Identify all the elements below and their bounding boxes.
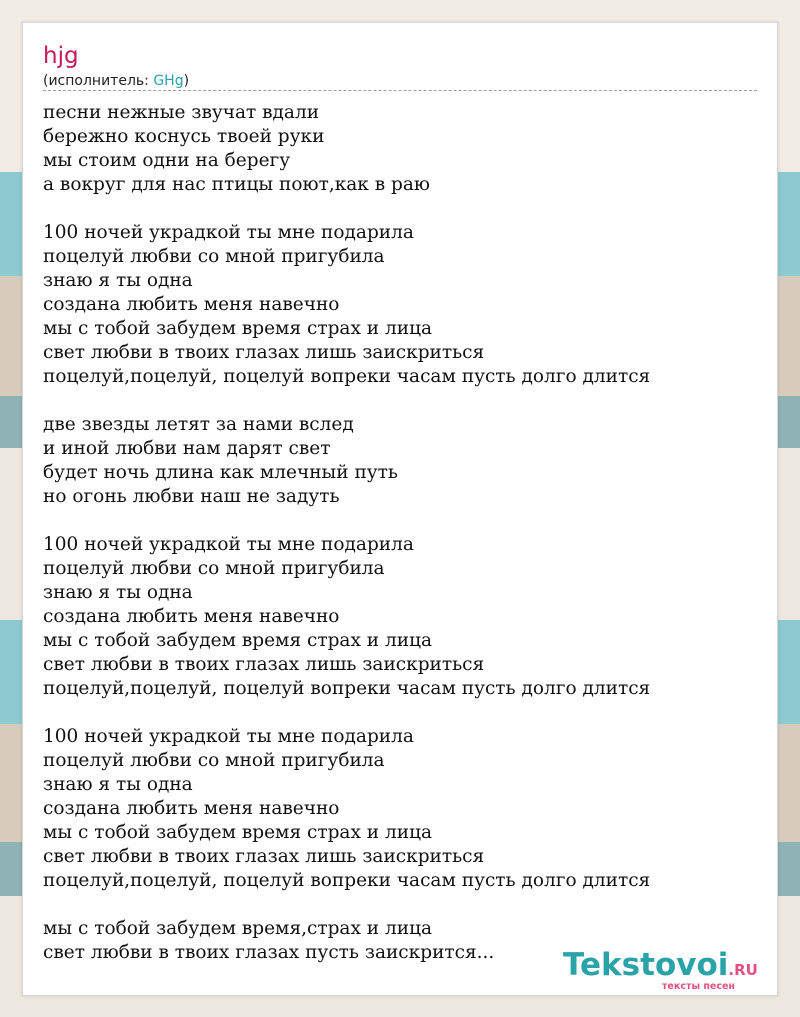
lyric-line: мы с тобой забудем время страх и лица: [43, 822, 432, 843]
lyric-line: создана любить меня навечно: [43, 294, 340, 315]
performer-line: [43, 72, 189, 90]
lyric-line: и иной любви нам дарят свет: [43, 438, 331, 459]
site-logo[interactable]: [563, 948, 769, 992]
lyric-line: две звезды летят за нами вслед: [43, 414, 354, 435]
lyrics-text: [43, 101, 650, 965]
stanza-break: [43, 197, 650, 221]
artist-link[interactable]: GHg: [153, 73, 184, 89]
logo-tagline: тексты песен: [661, 981, 735, 992]
lyric-line: свет любви в твоих глазах лишь заискриться: [43, 846, 485, 867]
lyric-line: поцелуй,поцелуй, поцелуй вопреки часам пусть долго длится: [43, 366, 651, 387]
lyric-line: поцелуй,поцелуй, поцелуй вопреки часам пусть долго длится: [43, 870, 651, 891]
lyric-line: но огонь любви наш не задуть: [43, 486, 340, 507]
header-divider: [43, 90, 757, 91]
lyric-line: поцелуй любви со мной пригубила: [43, 246, 385, 267]
lyric-line: а вокруг для нас птицы поют,как в раю: [43, 174, 431, 195]
lyrics-card: [22, 22, 778, 996]
lyric-line: 100 ночей украдкой ты мне подарила: [43, 222, 414, 243]
lyric-line: создана любить меня навечно: [43, 798, 340, 819]
lyric-line: знаю я ты одна: [43, 270, 193, 291]
lyric-line: мы стоим одни на берегу: [43, 150, 291, 171]
lyric-line: бережно коснусь твоей руки: [43, 126, 325, 147]
lyric-line: мы с тобой забудем время,страх и лица: [43, 918, 432, 939]
lyric-line: поцелуй любви со мной пригубила: [43, 750, 385, 771]
performer-suffix: ): [183, 73, 190, 89]
stanza-break: [43, 389, 650, 413]
performer-prefix: (исполнитель:: [43, 73, 154, 89]
stanza-break: [43, 509, 650, 533]
lyric-line: знаю я ты одна: [43, 582, 193, 603]
lyric-line: песни нежные звучат вдали: [43, 102, 320, 123]
lyric-line: создана любить меня навечно: [43, 606, 340, 627]
lyric-line: мы с тобой забудем время страх и лица: [43, 630, 432, 651]
logo-name: Tekstovoi: [563, 947, 729, 983]
lyric-line: поцелуй,поцелуй, поцелуй вопреки часам пусть долго длится: [43, 678, 651, 699]
lyric-line: 100 ночей украдкой ты мне подарила: [43, 534, 414, 555]
lyric-line: свет любви в твоих глазах пусть заискрится...: [43, 942, 495, 963]
lyric-line: свет любви в твоих глазах лишь заискриться: [43, 342, 485, 363]
lyric-line: поцелуй любви со мной пригубила: [43, 558, 385, 579]
logo-tld: .RU: [728, 961, 758, 979]
lyric-line: будет ночь длина как млечный путь: [43, 462, 398, 483]
stanza-break: [43, 893, 650, 917]
stanza-break: [43, 701, 650, 725]
lyric-line: мы с тобой забудем время страх и лица: [43, 318, 432, 339]
lyric-line: 100 ночей украдкой ты мне подарила: [43, 726, 414, 747]
song-title: hjg: [43, 43, 79, 69]
lyric-line: знаю я ты одна: [43, 774, 193, 795]
lyric-line: свет любви в твоих глазах лишь заискриться: [43, 654, 485, 675]
